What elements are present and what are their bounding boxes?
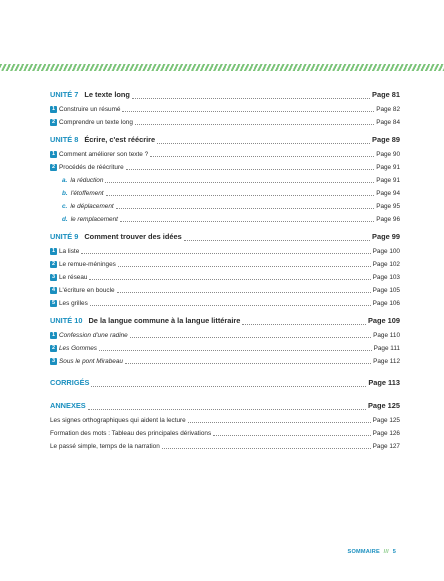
toc-entry[interactable] [50, 245, 400, 258]
unit-title: Le texte long [84, 90, 130, 99]
entry-title: Les grilles [59, 300, 88, 307]
unit-title: De la langue commune à la langue littéraire [88, 316, 241, 325]
subentry-letter: d. [62, 216, 68, 223]
leader-dots [184, 240, 370, 241]
unit-label: UNITÉ 9 [50, 232, 79, 241]
leader-dots [88, 409, 366, 410]
entry-page: Page 82 [376, 106, 400, 113]
entry-title: Les signes orthographiques qui aident la lecture [50, 417, 186, 424]
annexes-heading[interactable] [50, 401, 400, 414]
subentry-letter: c. [62, 203, 68, 210]
toc-entry[interactable] [50, 161, 400, 174]
leader-dots [125, 363, 371, 364]
leader-dots [242, 324, 366, 325]
chapter-number-badge: 1 [51, 248, 56, 254]
toc-entry[interactable] [50, 440, 400, 453]
leader-dots [118, 266, 371, 267]
unit-label: UNITÉ 8 [50, 135, 79, 144]
entry-page: Page 103 [372, 274, 400, 281]
leader-dots [132, 98, 370, 99]
leader-dots [126, 169, 375, 170]
spacer [50, 391, 400, 401]
unit-7-heading[interactable] [50, 90, 400, 103]
footer-separator: /// [383, 549, 389, 555]
entry-page: Page 90 [376, 151, 400, 158]
chapter-number-badge: 2 [51, 119, 56, 125]
entry-title: Procédés de réécriture [59, 164, 124, 171]
toc-subentry[interactable] [50, 200, 400, 213]
entry-page: Page 102 [372, 261, 400, 268]
toc-entry[interactable] [50, 342, 400, 355]
unit-label: UNITÉ 7 [50, 90, 79, 99]
entry-page: Page 96 [376, 216, 400, 223]
decorative-stripe [0, 64, 444, 71]
entry-title: Formation des mots : Tableau des principales dérivations [50, 430, 212, 437]
leader-dots [99, 350, 372, 351]
toc-subentry[interactable] [50, 174, 400, 187]
toc-entry[interactable] [50, 414, 400, 427]
toc-subentry[interactable] [50, 213, 400, 226]
leader-dots [105, 182, 374, 183]
subentry-letter: a. [62, 177, 68, 184]
entry-page: Page 127 [372, 443, 400, 450]
unit-10-heading[interactable] [50, 316, 400, 329]
entry-title: Comprendre un texte long [59, 119, 133, 126]
unit-page: Page 109 [367, 316, 400, 325]
leader-dots [213, 435, 370, 436]
leader-dots [120, 221, 374, 222]
unit-page: Page 89 [372, 135, 400, 144]
unit-8-heading[interactable] [50, 135, 400, 148]
entry-page: Page 105 [372, 287, 400, 294]
section-page: Page 125 [367, 401, 400, 410]
leader-dots [117, 292, 371, 293]
entry-page: Page 84 [376, 119, 400, 126]
unit-page: Page 81 [372, 90, 400, 99]
chapter-number-badge: 1 [51, 332, 56, 338]
leader-dots [162, 448, 371, 449]
toc-entry[interactable] [50, 355, 400, 368]
toc-entry[interactable] [50, 258, 400, 271]
chapter-number-badge: 2 [51, 164, 56, 170]
toc-entry[interactable] [50, 329, 400, 342]
leader-dots [188, 422, 371, 423]
unit-page: Page 99 [372, 232, 400, 241]
entry-page: Page 110 [373, 332, 400, 339]
entry-page: Page 91 [376, 177, 400, 184]
chapter-number-badge: 1 [51, 106, 56, 112]
entry-title: Le réseau [59, 274, 88, 281]
chapter-number-badge: 1 [51, 151, 56, 157]
leader-dots [122, 111, 374, 112]
chapter-number-badge: 2 [51, 261, 56, 267]
entry-page: Page 91 [376, 164, 400, 171]
subentry-letter: b. [62, 190, 68, 197]
leader-dots [81, 253, 370, 254]
unit-title: Écrire, c'est réécrire [84, 135, 156, 144]
entry-title: le remplacement [70, 216, 118, 223]
unit-label: UNITÉ 10 [50, 316, 83, 325]
page-number: 5 [392, 549, 396, 555]
entry-title: l'étoffement [70, 190, 104, 197]
toc-entry[interactable] [50, 148, 400, 161]
entry-page: Page 95 [376, 203, 400, 210]
toc-entry[interactable] [50, 103, 400, 116]
entry-page: Page 106 [372, 300, 400, 307]
leader-dots [150, 156, 374, 157]
unit-title: Comment trouver des idées [84, 232, 182, 241]
entry-page: Page 111 [373, 345, 400, 352]
chapter-number-badge: 3 [51, 358, 56, 364]
entry-title: Confession d'une radine [59, 332, 128, 339]
footer-label: SOMMAIRE [347, 549, 380, 555]
entry-title: Le remue-méninges [59, 261, 116, 268]
toc-entry[interactable] [50, 297, 400, 310]
entry-page: Page 125 [372, 417, 400, 424]
corriges-heading[interactable] [50, 378, 400, 391]
leader-dots [90, 305, 371, 306]
entry-page: Page 112 [373, 358, 400, 365]
toc-entry[interactable] [50, 271, 400, 284]
section-page: Page 113 [368, 378, 400, 387]
toc-entry[interactable] [50, 116, 400, 129]
toc-subentry[interactable] [50, 187, 400, 200]
entry-title: la réduction [70, 177, 104, 184]
entry-title: Construire un résumé [59, 106, 121, 113]
chapter-number-badge: 4 [51, 287, 56, 293]
entry-page: Page 100 [372, 248, 400, 255]
spacer [50, 368, 400, 378]
entry-title: le déplacement [70, 203, 114, 210]
entry-title: Sous le pont Mirabeau [59, 358, 123, 365]
chapter-number-badge: 5 [51, 300, 56, 306]
section-title: CORRIGÉS [50, 378, 90, 387]
entry-title: Comment améliorer son texte ? [59, 151, 149, 158]
entry-page: Page 94 [376, 190, 400, 197]
table-of-contents [50, 90, 400, 453]
entry-title: Les Gommes [59, 345, 98, 352]
chapter-number-badge: 2 [51, 345, 56, 351]
toc-entry[interactable] [50, 284, 400, 297]
page-footer [348, 549, 396, 555]
entry-title: Le passé simple, temps de la narration [50, 443, 160, 450]
leader-dots [130, 337, 371, 338]
leader-dots [106, 195, 375, 196]
entry-title: L'écriture en boucle [59, 287, 115, 294]
leader-dots [135, 124, 374, 125]
leader-dots [89, 279, 370, 280]
entry-title: La liste [59, 248, 80, 255]
leader-dots [116, 208, 375, 209]
leader-dots [91, 386, 366, 387]
toc-entry[interactable] [50, 427, 400, 440]
chapter-number-badge: 3 [51, 274, 56, 280]
entry-page: Page 126 [372, 430, 400, 437]
section-title: ANNEXES [50, 401, 86, 410]
leader-dots [157, 143, 370, 144]
unit-9-heading[interactable] [50, 232, 400, 245]
